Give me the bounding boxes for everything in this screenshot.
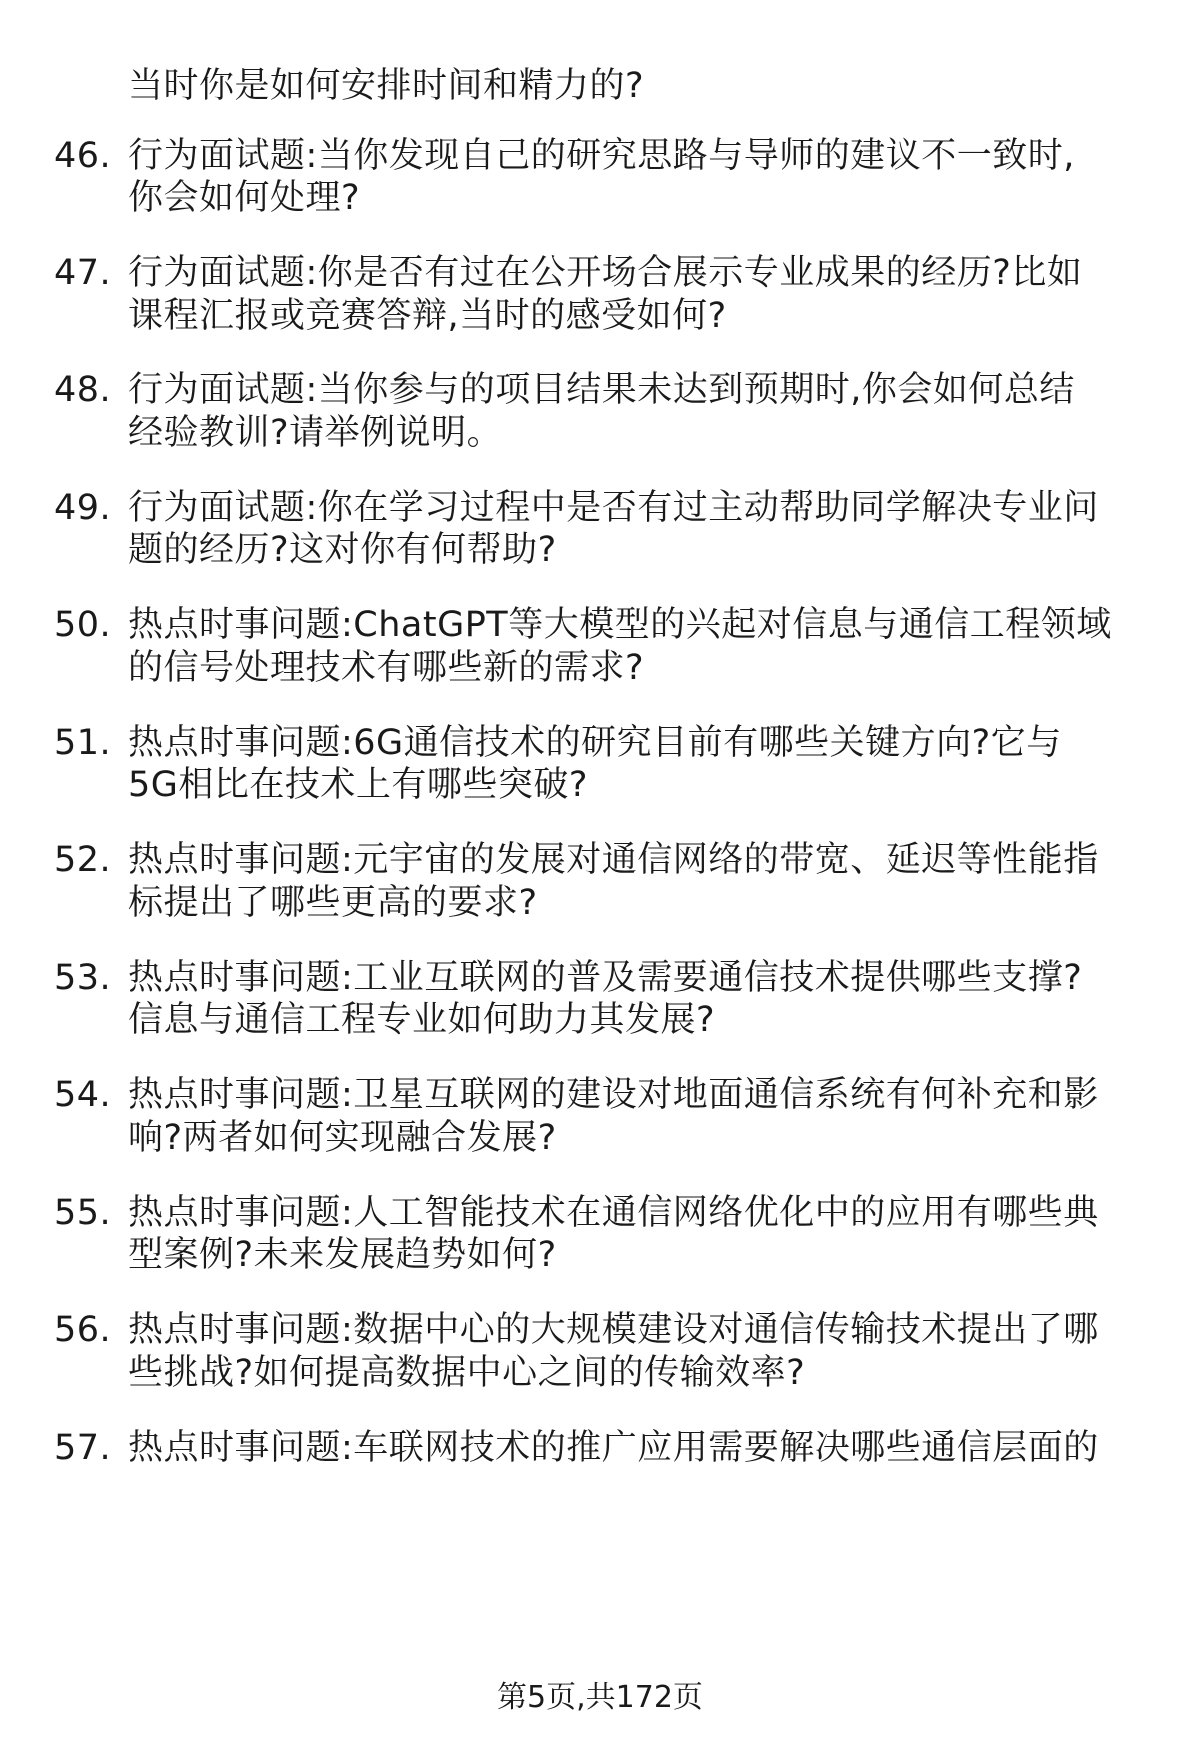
item-line: 经验教训?请举例说明。 <box>128 413 503 453</box>
item-number: 49. <box>54 488 112 528</box>
item-line: 型案例?未来发展趋势如何? <box>128 1235 557 1275</box>
item-number: 54. <box>54 1075 112 1115</box>
item-number: 57. <box>54 1428 112 1468</box>
item-number: 53. <box>54 958 112 998</box>
item-line: 5G相比在技术上有哪些突破? <box>128 765 588 805</box>
item-line: 行为面试题:当你发现自己的研究思路与导师的建议不一致时, <box>128 136 1075 176</box>
item-line: 热点时事问题:卫星互联网的建设对地面通信系统有何补充和影 <box>128 1075 1099 1115</box>
item-line: 热点时事问题:6G通信技术的研究目前有哪些关键方向?它与 <box>128 723 1062 763</box>
item-number: 56. <box>54 1310 112 1350</box>
item-line: 行为面试题:你是否有过在公开场合展示专业成果的经历?比如 <box>128 253 1083 293</box>
item-number: 51. <box>54 723 112 763</box>
item-number: 55. <box>54 1193 112 1233</box>
item-number: 52. <box>54 840 112 880</box>
page-footer: 第5页,共172页 <box>497 1680 703 1715</box>
item-number: 46. <box>54 136 112 176</box>
item-line: 题的经历?这对你有何帮助? <box>128 530 557 570</box>
item-line: 行为面试题:你在学习过程中是否有过主动帮助同学解决专业问 <box>128 488 1099 528</box>
item-line: 热点时事问题:元宇宙的发展对通信网络的带宽、延迟等性能指 <box>128 840 1099 880</box>
item-line: 些挑战?如何提高数据中心之间的传输效率? <box>128 1353 806 1393</box>
continuation-line: 当时你是如何安排时间和精力的? <box>128 66 645 106</box>
item-line: 行为面试题:当你参与的项目结果未达到预期时,你会如何总结 <box>128 370 1075 410</box>
item-line: 热点时事问题:ChatGPT等大模型的兴起对信息与通信工程领域 <box>128 605 1112 645</box>
item-line: 的信号处理技术有哪些新的需求? <box>128 648 645 688</box>
item-number: 50. <box>54 605 112 645</box>
item-line: 课程汇报或竞赛答辩,当时的感受如何? <box>128 296 727 336</box>
item-number: 48. <box>54 370 112 410</box>
item-line: 热点时事问题:车联网技术的推广应用需要解决哪些通信层面的 <box>128 1428 1099 1468</box>
item-line: 热点时事问题:工业互联网的普及需要通信技术提供哪些支撑? <box>128 958 1083 998</box>
item-line: 响?两者如何实现融合发展? <box>128 1118 557 1158</box>
item-line: 你会如何处理? <box>128 178 361 218</box>
item-line: 信息与通信工程专业如何助力其发展? <box>128 1000 716 1040</box>
item-line: 热点时事问题:人工智能技术在通信网络优化中的应用有哪些典 <box>128 1193 1099 1233</box>
item-number: 47. <box>54 253 112 293</box>
item-line: 标提出了哪些更高的要求? <box>128 883 538 923</box>
item-line: 热点时事问题:数据中心的大规模建设对通信传输技术提出了哪 <box>128 1310 1099 1350</box>
